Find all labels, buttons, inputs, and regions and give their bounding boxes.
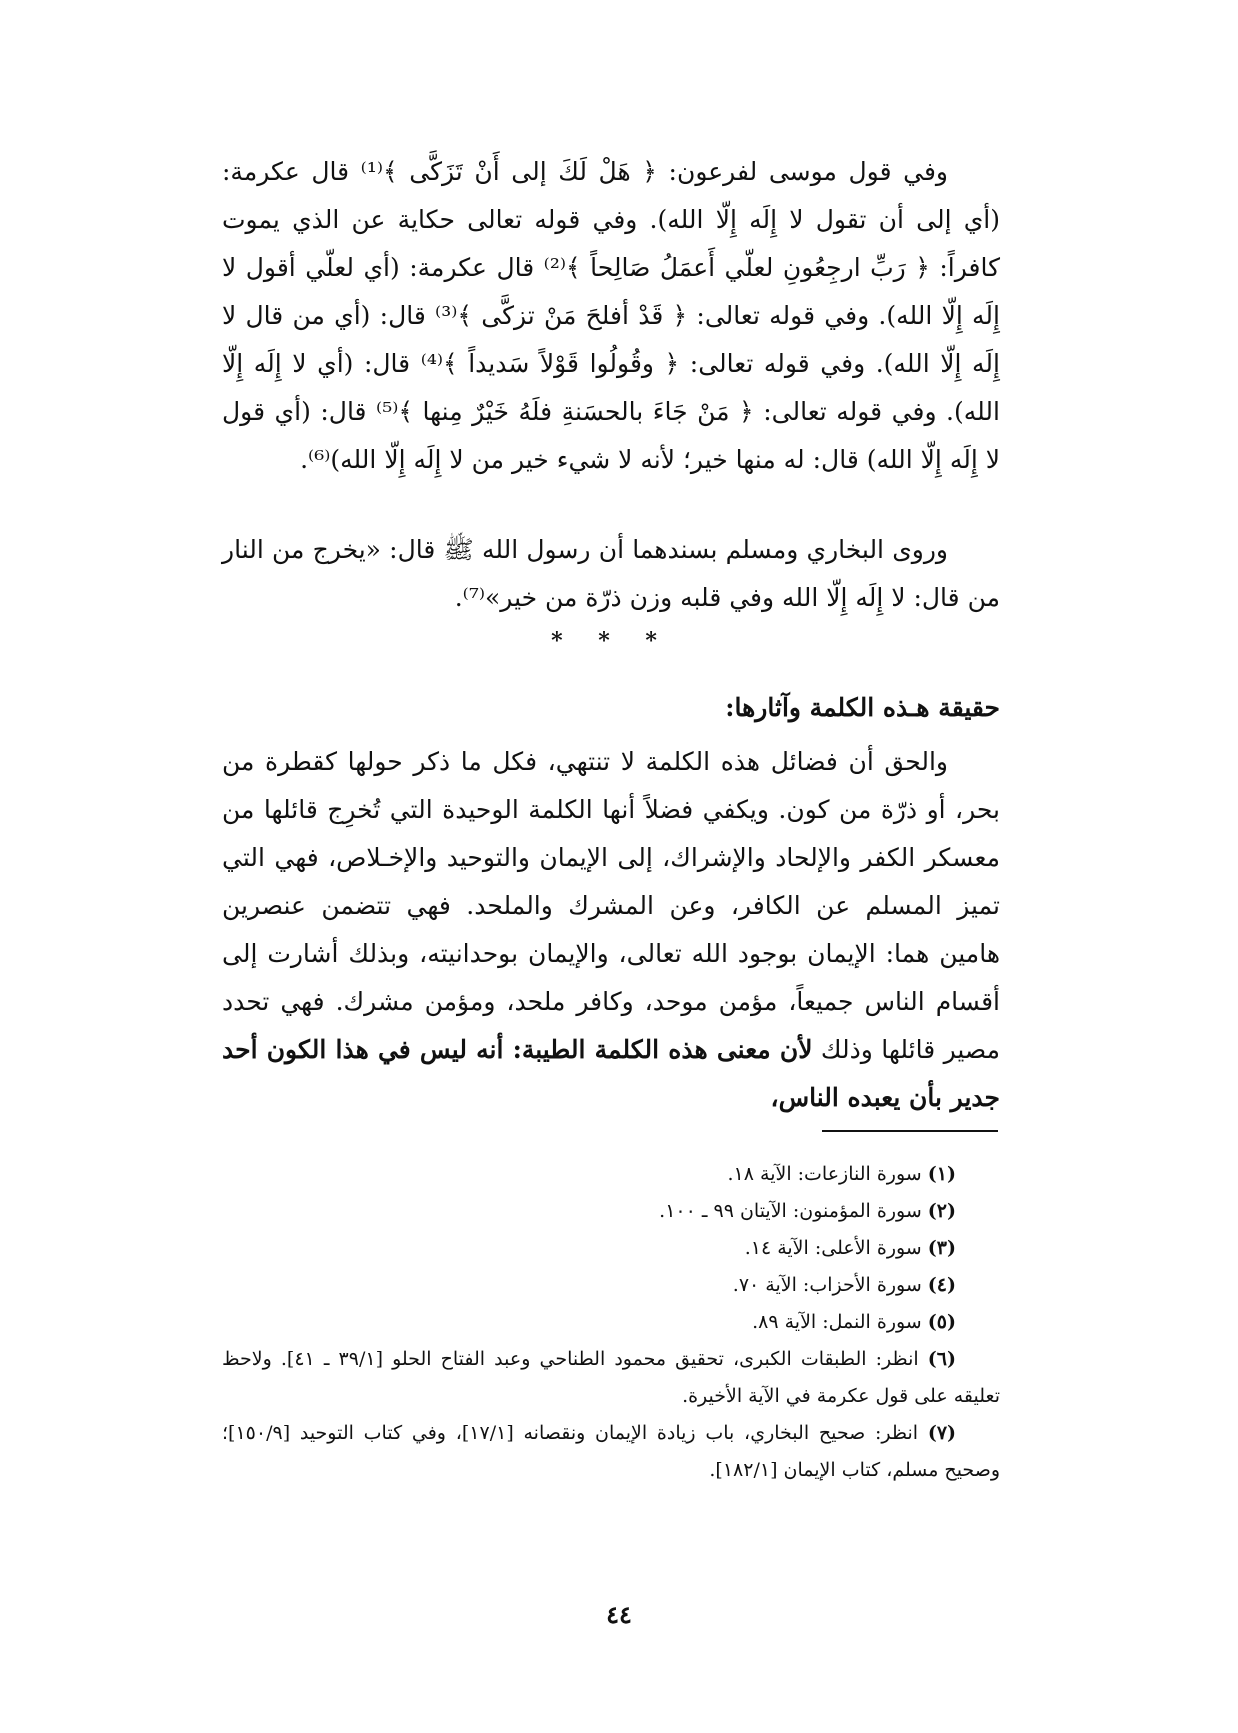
footnote-5 [222,1304,1000,1341]
footnote-number: (٣) [927,1237,956,1259]
footnote-6 [222,1341,1000,1415]
footnote-divider [822,1130,998,1132]
footnote-number: (٥) [927,1311,956,1333]
section-heading: حقيقة هـذه الكلمة وآثارها: [725,693,1000,722]
footnote-text: سورة النمل: الآية ٨٩. [752,1311,922,1333]
section-separator: * * * [551,628,671,654]
footnote-text: انظر: الطبقات الكبرى، تحقيق محمود الطناحي وعبد الفتاح الحلو [٣٩/١ ـ ٤١]. ولاحظ تعليقه على قول عكرمة في الآية الأخيرة. [222,1348,1000,1407]
footnote-number: (٢) [927,1200,956,1222]
footnote-1 [222,1156,1000,1193]
footnote-text: سورة المؤمنون: الآيتان ٩٩ ـ ١٠٠. [659,1200,922,1222]
footnotes [222,1156,1000,1489]
footnote-text: انظر: صحيح البخاري، باب زيادة الإيمان ونقصانه [١٧/١]، وفي كتاب التوحيد [١٥٠/٩]؛ وصحيح مسلم، كتاب الإيمان [١٨٢/١]. [222,1422,1000,1481]
footnote-4 [222,1267,1000,1304]
footnote-text: سورة النازعات: الآية ١٨. [727,1163,922,1185]
footnote-number: (٦) [927,1348,956,1370]
page-number: ٤٤ [606,1600,632,1629]
body-paragraph-1: وفي قول موسى لفرعون: ﴿ هَلْ لَكَ إلى أَنْ تَزَكَّى ﴾⁽¹⁾ قال عكرمة: (أي إلى أن تقول لا إِلَه إِلّا الله). وفي قوله تعالى حكاية عن الذي يموت كافراً: ﴿ رَبِّ ارجِعُونِ لعلّي أَعمَلُ صَالِحاً ﴾⁽²⁾ قال عكرمة: (أي لعلّي أقول لا إِلَه إِلّا الله). وفي قوله تعالى: ﴿ قَدْ أفلحَ مَنْ تزكَّى ﴾⁽³⁾ قال: (أي من قال لا إِلَه إِلّا الله). وفي قوله تعالى: ﴿ وقُولُوا قَوْلاً سَديداً ﴾⁽⁴⁾ قال: (أي لا إِلَه إِلّا الله). وفي قوله تعالى: ﴿ مَنْ جَاءَ بالحسَنةِ فلَهُ خَيْرٌ مِنها ﴾⁽⁵⁾ قال: (أي قول لا إِلَه إِلّا الله) قال: له منها خير؛ لأنه لا شيء خير من لا إِلَه إِلّا الله)⁽⁶⁾. [222,157,1000,474]
footnote-2 [222,1193,1000,1230]
footnote-number: (٤) [927,1274,956,1296]
footnote-7 [222,1415,1000,1489]
footnote-number: (١) [927,1163,956,1185]
footnote-number: (٧) [927,1422,957,1444]
body-paragraph-3-text: والحق أن فضائل هذه الكلمة لا تنتهي، فكل ما ذكر حولها كقطرة من بحر، أو ذرّة من كون. ويكفي فضلاً أنها الكلمة الوحيدة التي تُخرِج قائلها من معسكر الكفر والإلحاد والإشراك، إلى الإيمان والتوحيد والإخـلاص، فهي التي تميز المسلم عن الكافر، وعن المشرك والملحد. فهي تتضمن عنصرين هامين هما: الإيمان بوجود الله تعالى، والإيمان بوحدانيته، وبذلك أشارت إلى أقسام الناس جميعاً، مؤمن موحد، وكافر ملحد، ومؤمن مشرك. فهي تحدد مصير قائلها وذلك [222,747,1000,1064]
footnote-text: سورة الأعلى: الآية ١٤. [744,1237,922,1259]
body-paragraph-3-emphasis: لأن معنى هذه الكلمة الطيبة: أنه ليس في هذا الكون أحد جدير بأن يعبده الناس، [222,1035,1000,1112]
body-paragraph-3 [222,738,1000,1122]
body-paragraph-2: وروى البخاري ومسلم بسندهما أن رسول الله ﷺ قال: «يخرج من النار من قال: لا إِلَه إِلّا الله وفي قلبه وزن ذرّة من خير»⁽⁷⁾. [222,535,1000,612]
footnote-3 [222,1230,1000,1267]
footnote-text: سورة الأحزاب: الآية ٧٠. [732,1274,922,1296]
